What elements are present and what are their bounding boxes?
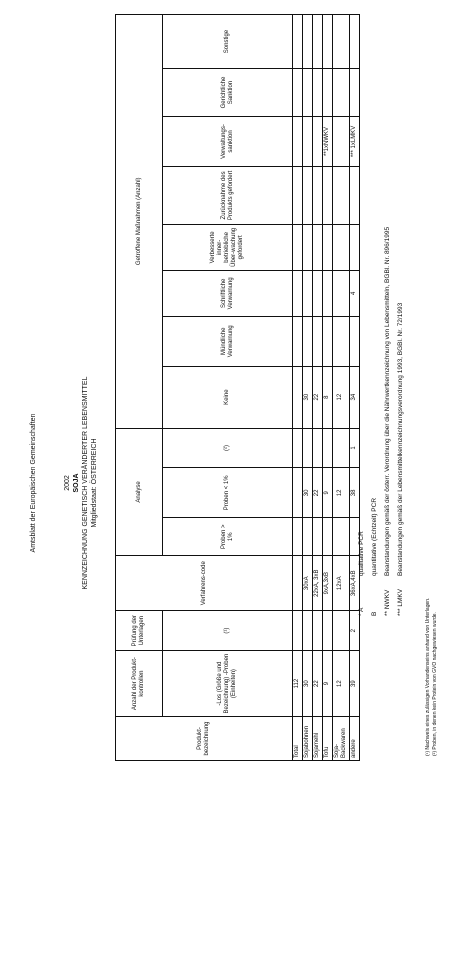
- legend-text: qualitative PCR: [358, 531, 365, 576]
- col-sonstige: Sonstige: [163, 15, 293, 69]
- table-cell-name: Total: [293, 717, 303, 761]
- table-cell-lt: 22: [313, 468, 323, 518]
- table-cell-pruefung: [333, 611, 350, 651]
- table-cell-verw: [313, 117, 323, 167]
- table-cell-pruefung: [313, 611, 323, 651]
- member-state: Mitgliedstaat: ÖSTERREICH: [91, 438, 98, 528]
- table-cell-verb: [313, 224, 323, 270]
- col-analyse: Analyse: [116, 428, 163, 556]
- table-cell-schrift: 4: [349, 270, 359, 316]
- table-cell-gt: [303, 518, 313, 556]
- legend-key: B: [371, 611, 378, 616]
- col-verbessert: Verbesserte inner-betriebliche Über-wachung gefordert: [163, 224, 293, 270]
- col-anzahl-sub: -Los (Größe und Bezeichnung) -Proben (Einheiten): [163, 651, 293, 717]
- table-cell-verw: *** 1xLMKV: [349, 117, 359, 167]
- col-gericht: Gerichtliche Sanktion: [163, 69, 293, 117]
- table-cell-lt: 9: [323, 468, 333, 518]
- col-note2: (²): [163, 428, 293, 468]
- table-cell-keine: [293, 366, 303, 428]
- legend-key: *** LMKV: [397, 588, 404, 616]
- table-cell-verb: [293, 224, 303, 270]
- table-cell-name: Sojabohnen: [303, 717, 313, 761]
- table-cell-n2: [333, 428, 350, 468]
- table-cell-pruefung: [293, 611, 303, 651]
- legend-text: Beanstandungen gemäß der Lebensmittelkennzeichnungsverordnung 1993, BGBl. Nr. 72/1993: [397, 302, 404, 576]
- legend-item: [381, 227, 394, 616]
- table-cell-keine: 34: [349, 366, 359, 428]
- table-cell-keine: 8: [323, 366, 333, 428]
- table-cell-pruefung: 2: [349, 611, 359, 651]
- col-proben-gt: Proben > 1%: [163, 518, 293, 556]
- table-cell-anzahl: 39: [349, 651, 359, 717]
- table-row: [323, 15, 333, 761]
- table-cell-anzahl: 22: [313, 651, 323, 717]
- table-cell-zur: [303, 166, 313, 224]
- table-cell-schrift: [333, 270, 350, 316]
- product-title: SOJA: [73, 473, 80, 493]
- table-cell-schrift: [323, 270, 333, 316]
- col-zurueck: Zurücknahme des Produkts gefordert: [163, 166, 293, 224]
- col-produkt: Produkt-bezeichnung: [116, 717, 293, 761]
- table-cell-anzahl: 30: [303, 651, 313, 717]
- col-muendlich: Mündliche Verwarnung: [163, 316, 293, 366]
- table-cell-verfahren: 12xA: [333, 556, 350, 611]
- legend-text: Beanstandungen gemäß der österr. Verordnung über die Nährwertkennzeichnung von Lebensmitteln, BGBl. Nr. 896/1995: [384, 226, 391, 576]
- table-cell-verb: [303, 224, 313, 270]
- table-cell-ger: [333, 69, 350, 117]
- legend-item: [355, 227, 368, 616]
- table-cell-zur: [333, 166, 350, 224]
- table-cell-sonst: [349, 15, 359, 69]
- table-cell-ger: [303, 69, 313, 117]
- table-cell-verw: [303, 117, 313, 167]
- col-massnahmen: Getroffene Maßnahmen (Anzahl): [116, 15, 163, 429]
- table-cell-pruefung: [323, 611, 333, 651]
- table-cell-zur: [323, 166, 333, 224]
- legend-item: [394, 227, 407, 616]
- table-cell-sonst: [293, 15, 303, 69]
- table-cell-muend: [293, 316, 303, 366]
- table-cell-muend: [313, 316, 323, 366]
- table-cell-muend: [333, 316, 350, 366]
- table-cell-verb: [323, 224, 333, 270]
- table-cell-muend: [323, 316, 333, 366]
- table-cell-verw: **1xNWKV: [323, 117, 333, 167]
- table-cell-anzahl: 12: [333, 651, 350, 717]
- col-verwaltung: Verwaltungs-sanktion: [163, 117, 293, 167]
- table-cell-name: Sojamehl: [313, 717, 323, 761]
- table-cell-n2: [323, 428, 333, 468]
- table-cell-verfahren: 9xA,3xB: [323, 556, 333, 611]
- table-cell-verfahren: 22xA, 3xB: [313, 556, 323, 611]
- table-cell-anzahl: 9: [323, 651, 333, 717]
- table-cell-zur: [293, 166, 303, 224]
- table-cell-name: Tofu: [323, 717, 333, 761]
- table-cell-lt: 38: [349, 468, 359, 518]
- table-cell-gt: [293, 518, 303, 556]
- table-cell-gt: [333, 518, 350, 556]
- table-cell-schrift: [293, 270, 303, 316]
- legend-key: * A: [358, 607, 365, 616]
- journal-header: Amtsblatt der Europäischen Gemeinschaften: [30, 413, 37, 553]
- table-cell-verfahren: 30xA: [303, 556, 313, 611]
- table-cell-name: andere: [349, 717, 359, 761]
- table-row: [303, 15, 313, 761]
- table-cell-gt: [323, 518, 333, 556]
- table-row: [293, 15, 303, 761]
- table-cell-sonst: [303, 15, 313, 69]
- table-cell-zur: [313, 166, 323, 224]
- table-cell-n2: [293, 428, 303, 468]
- table-footnotes: [425, 598, 439, 756]
- footnote: (²) Proben, in denen kein Protein von GVO nachgewiesen wurde.: [432, 612, 438, 756]
- table-cell-ger: [349, 69, 359, 117]
- table-cell-n2: 1: [349, 428, 359, 468]
- col-verfahren: Verfahrens-code: [116, 556, 293, 611]
- page-title: KENNZEICHNUNG GENETISCH VERÄNDERTER LEBENSMITTEL: [82, 376, 89, 590]
- table-cell-verw: [293, 117, 303, 167]
- table-cell-keine: 12: [333, 366, 350, 428]
- table-row: [313, 15, 323, 761]
- col-keine: Keine: [163, 366, 293, 428]
- table-cell-verw: [333, 117, 350, 167]
- legend: [355, 227, 407, 616]
- table-cell-schrift: [303, 270, 313, 316]
- table-cell-sonst: [333, 15, 350, 69]
- footnote: (¹) Nachweis eines zulässigen Vorhandenseins anhand von Unterlagen.: [425, 597, 431, 756]
- legend-item: [368, 227, 381, 616]
- legend-text: quantitative (Echtzeit) PCR: [371, 497, 378, 576]
- table-cell-n2: [313, 428, 323, 468]
- table-cell-n2: [303, 428, 313, 468]
- table-cell-ger: [293, 69, 303, 117]
- table-cell-ger: [313, 69, 323, 117]
- table-cell-keine: 30: [303, 366, 313, 428]
- col-pruefung: Prüfung der Unterlagen: [116, 611, 163, 651]
- table-cell-pruefung: [303, 611, 313, 651]
- col-schriftlich: Schriftliche Verwarnung: [163, 270, 293, 316]
- legend-key: ** NWKV: [384, 589, 391, 616]
- table-cell-sonst: [323, 15, 333, 69]
- table-cell-gt: [313, 518, 323, 556]
- table-cell-lt: [293, 468, 303, 518]
- table-cell-verfahren: [293, 556, 303, 611]
- table-row: [333, 15, 350, 761]
- table-cell-ger: [323, 69, 333, 117]
- table-cell-lt: 12: [333, 468, 350, 518]
- table-cell-keine: 22: [313, 366, 323, 428]
- table-cell-verb: [333, 224, 350, 270]
- table-cell-zur: [349, 166, 359, 224]
- table-cell-name: Soja-Backwaren: [333, 717, 350, 761]
- table-cell-schrift: [313, 270, 323, 316]
- col-pruefung-sub: (¹): [163, 611, 293, 651]
- table-cell-anzahl: 112: [293, 651, 303, 717]
- col-proben-lt: Proben < 1%: [163, 468, 293, 518]
- table-cell-lt: 30: [303, 468, 313, 518]
- col-anzahl: Anzahl der Produkt-kontrollen: [116, 651, 163, 717]
- table-cell-muend: [303, 316, 313, 366]
- table-cell-sonst: [313, 15, 323, 69]
- table-cell-verfahren: 36xA,4xB: [349, 556, 359, 611]
- labelling-table: [115, 14, 360, 761]
- year: 2002: [64, 475, 71, 491]
